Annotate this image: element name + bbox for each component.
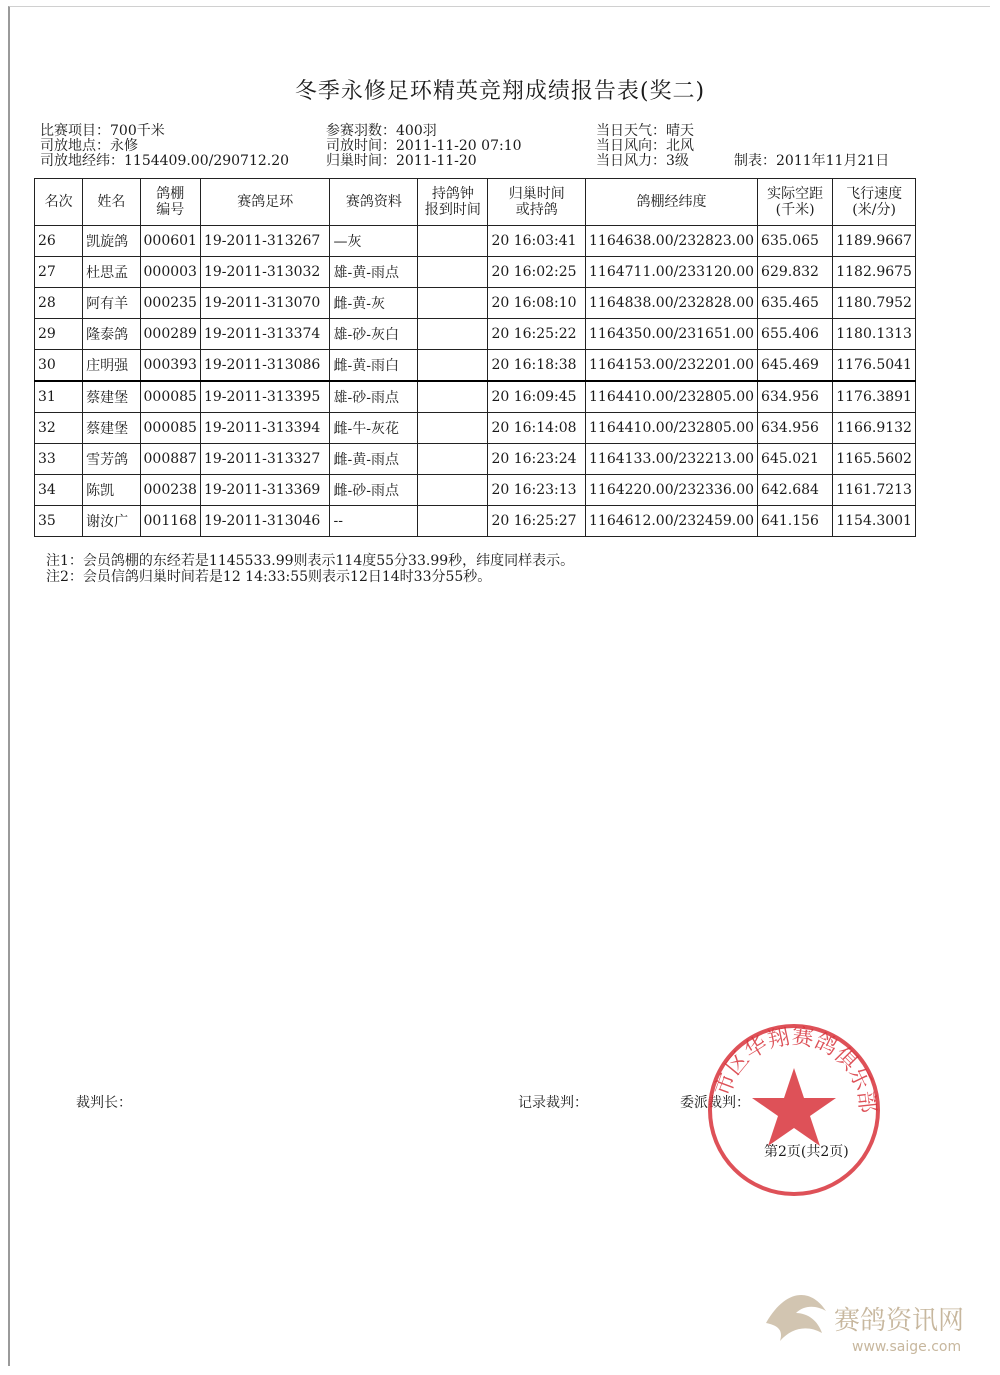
watermark-logo xyxy=(756,1283,966,1363)
table-cell: 20 16:18:38 xyxy=(488,350,586,382)
table-cell: 隆泰鸽 xyxy=(83,319,140,350)
table-cell: 642.684 xyxy=(758,475,833,506)
column-header: 鸽棚 编号 xyxy=(140,179,200,226)
table-cell: 1164153.00/232201.00 xyxy=(586,350,758,382)
column-header: 赛鸽资料 xyxy=(330,179,418,226)
table-cell: 1164133.00/232213.00 xyxy=(586,444,758,475)
table-cell: 雌-砂-雨点 xyxy=(330,475,418,506)
table-cell: 635.065 xyxy=(758,226,833,257)
table-cell: 000235 xyxy=(140,288,200,319)
table-cell: 1164350.00/231651.00 xyxy=(586,319,758,350)
table-cell: 20 16:09:45 xyxy=(488,381,586,413)
table-row xyxy=(35,444,916,475)
table-cell: 雄-黄-雨点 xyxy=(330,257,418,288)
table-cell: 31 xyxy=(35,381,83,413)
table-cell: 34 xyxy=(35,475,83,506)
table-cell: 雌-黄-雨点 xyxy=(330,444,418,475)
meta-event: 比赛项目：700千米 xyxy=(40,123,165,139)
meta-release-place: 司放地点：永修 xyxy=(40,138,138,154)
meta-weather: 当日天气：晴天 xyxy=(596,123,694,139)
table-row xyxy=(35,413,916,444)
table-cell: 1164410.00/232805.00 xyxy=(586,413,758,444)
table-cell: 1189.9667 xyxy=(833,226,916,257)
column-header: 归巢时间 或持鸽 xyxy=(488,179,586,226)
table-cell: 1176.3891 xyxy=(833,381,916,413)
table-cell: 33 xyxy=(35,444,83,475)
table-cell xyxy=(418,506,488,537)
table-cell xyxy=(418,475,488,506)
note-2: 注2：会员信鸽归巢时间若是12 14:33:55则表示12日14时33分55秒。 xyxy=(46,569,492,585)
report-title: 冬季永修足环精英竞翔成绩报告表(奖二) xyxy=(294,79,706,104)
table-cell: 19-2011-313369 xyxy=(200,475,330,506)
table-cell: 19-2011-313374 xyxy=(200,319,330,350)
table-cell: 20 16:02:25 xyxy=(488,257,586,288)
table-cell: 19-2011-313327 xyxy=(200,444,330,475)
table-cell xyxy=(418,350,488,382)
column-header: 持鸽钟 报到时间 xyxy=(418,179,488,226)
table-cell: 000887 xyxy=(140,444,200,475)
table-cell: 20 16:14:08 xyxy=(488,413,586,444)
table-row xyxy=(35,475,916,506)
table-cell: 雄-砂-灰白 xyxy=(330,319,418,350)
table-cell: 000289 xyxy=(140,319,200,350)
table-cell: 645.469 xyxy=(758,350,833,382)
table-cell: 27 xyxy=(35,257,83,288)
table-row xyxy=(35,350,916,382)
table-cell: 000238 xyxy=(140,475,200,506)
meta-made-date: 制表：2011年11月21日 xyxy=(734,153,890,169)
table-cell: 1165.5602 xyxy=(833,444,916,475)
table-cell: 000003 xyxy=(140,257,200,288)
table-cell: 蔡建堡 xyxy=(83,381,140,413)
table-cell: 20 16:23:24 xyxy=(488,444,586,475)
table-cell xyxy=(418,413,488,444)
table-cell: -- xyxy=(330,506,418,537)
table-cell: 32 xyxy=(35,413,83,444)
watermark-url: www.saige.com xyxy=(852,1339,962,1355)
table-cell: 1182.9675 xyxy=(833,257,916,288)
column-header: 赛鸽足环 xyxy=(200,179,330,226)
table-cell: 1180.1313 xyxy=(833,319,916,350)
table-cell: 000601 xyxy=(140,226,200,257)
column-header: 姓名 xyxy=(83,179,140,226)
table-cell: 634.956 xyxy=(758,381,833,413)
table-cell: 35 xyxy=(35,506,83,537)
table-cell: 1164220.00/232336.00 xyxy=(586,475,758,506)
table-cell: 凯旋鸽 xyxy=(83,226,140,257)
table-cell: 杜思孟 xyxy=(83,257,140,288)
table-cell: 635.465 xyxy=(758,288,833,319)
table-cell: 000085 xyxy=(140,381,200,413)
table-cell: 26 xyxy=(35,226,83,257)
table-cell: 雌-黄-雨白 xyxy=(330,350,418,382)
table-cell: 1166.9132 xyxy=(833,413,916,444)
table-row xyxy=(35,226,916,257)
watermark-name: 赛鸽资讯网 xyxy=(834,1306,965,1336)
table-cell: 19-2011-313394 xyxy=(200,413,330,444)
table-row xyxy=(35,288,916,319)
table-cell: 30 xyxy=(35,350,83,382)
table-cell: 1164612.00/232459.00 xyxy=(586,506,758,537)
meta-column-2 xyxy=(326,124,522,169)
table-cell: 1164838.00/232828.00 xyxy=(586,288,758,319)
table-cell: 19-2011-313395 xyxy=(200,381,330,413)
table-cell: 1164711.00/233120.00 xyxy=(586,257,758,288)
table-cell: 19-2011-313086 xyxy=(200,350,330,382)
notes xyxy=(46,553,574,585)
table-cell: 蔡建堡 xyxy=(83,413,140,444)
table-cell: 655.406 xyxy=(758,319,833,350)
table-cell: 20 16:25:22 xyxy=(488,319,586,350)
table-cell: 庄明强 xyxy=(83,350,140,382)
table-cell: 645.021 xyxy=(758,444,833,475)
table-cell xyxy=(418,257,488,288)
table-cell: 001168 xyxy=(140,506,200,537)
meta-release-coords: 司放地经纬：1154409.00/290712.20 xyxy=(40,153,290,169)
note-1: 注1：会员鸽棚的东经若是1145533.99则表示114度55分33.99秒，纬度同样表示。 xyxy=(46,553,575,569)
column-header: 鸽棚经纬度 xyxy=(586,179,758,226)
table-header-row xyxy=(35,179,916,226)
table-cell: 1161.7213 xyxy=(833,475,916,506)
table-cell: 19-2011-313032 xyxy=(200,257,330,288)
table-cell xyxy=(418,444,488,475)
table-cell xyxy=(418,226,488,257)
table-cell: 1154.3001 xyxy=(833,506,916,537)
column-header: 实际空距 (千米) xyxy=(758,179,833,226)
table-body xyxy=(35,226,916,537)
table-cell: 000393 xyxy=(140,350,200,382)
table-cell: 雄-砂-雨点 xyxy=(330,381,418,413)
meta-column-3 xyxy=(596,124,694,169)
table-cell: 29 xyxy=(35,319,83,350)
table-cell: 20 16:23:13 xyxy=(488,475,586,506)
table-cell: 20 16:03:41 xyxy=(488,226,586,257)
table-cell: —灰 xyxy=(330,226,418,257)
chief-judge-label: 裁判长： xyxy=(76,1095,132,1111)
page-number: 第2页(共2页) xyxy=(764,1144,849,1160)
table-cell: 20 16:08:10 xyxy=(488,288,586,319)
recorder-judge-label: 记录裁判： xyxy=(518,1095,588,1111)
table-cell xyxy=(418,319,488,350)
table-cell: 阿有羊 xyxy=(83,288,140,319)
table-cell xyxy=(418,288,488,319)
table-cell: 28 xyxy=(35,288,83,319)
column-header: 飞行速度 (米/分) xyxy=(833,179,916,226)
meta-return-time: 归巢时间：2011-11-20 xyxy=(326,153,477,169)
table-cell: 陈凯 xyxy=(83,475,140,506)
table-cell: 641.156 xyxy=(758,506,833,537)
table-cell: 000085 xyxy=(140,413,200,444)
svg-text:市区华翔赛鸽俱乐部: 市区华翔赛鸽俱乐部 xyxy=(710,1024,880,1115)
results-table xyxy=(34,178,916,537)
meta-wind-direction: 当日风向：北风 xyxy=(596,138,694,154)
meta-column-1 xyxy=(40,124,289,169)
table-cell: 629.832 xyxy=(758,257,833,288)
table-row xyxy=(35,319,916,350)
table-cell: 19-2011-313267 xyxy=(200,226,330,257)
delegate-judge-label: 委派裁判： xyxy=(680,1095,750,1111)
table-cell: 谢汝广 xyxy=(83,506,140,537)
table-cell xyxy=(418,381,488,413)
table-cell: 1164410.00/232805.00 xyxy=(586,381,758,413)
table-cell: 雪芳鸽 xyxy=(83,444,140,475)
table-row xyxy=(35,381,916,413)
table-row xyxy=(35,506,916,537)
meta-release-time: 司放时间：2011-11-20 07:10 xyxy=(326,138,522,154)
table-cell: 20 16:25:27 xyxy=(488,506,586,537)
table-cell: 634.956 xyxy=(758,413,833,444)
meta-wind-force: 当日风力：3级 xyxy=(596,153,689,169)
pigeon-icon xyxy=(766,1295,826,1341)
club-seal-stamp xyxy=(706,1022,882,1198)
table-cell: 19-2011-313046 xyxy=(200,506,330,537)
table-cell: 雌-牛-灰花 xyxy=(330,413,418,444)
table-cell: 1180.7952 xyxy=(833,288,916,319)
column-header: 名次 xyxy=(35,179,83,226)
table-cell: 雌-黄-灰 xyxy=(330,288,418,319)
meta-entries: 参赛羽数：400羽 xyxy=(326,123,437,139)
table-cell: 19-2011-313070 xyxy=(200,288,330,319)
table-cell: 1176.5041 xyxy=(833,350,916,382)
table-cell: 1164638.00/232823.00 xyxy=(586,226,758,257)
table-row xyxy=(35,257,916,288)
